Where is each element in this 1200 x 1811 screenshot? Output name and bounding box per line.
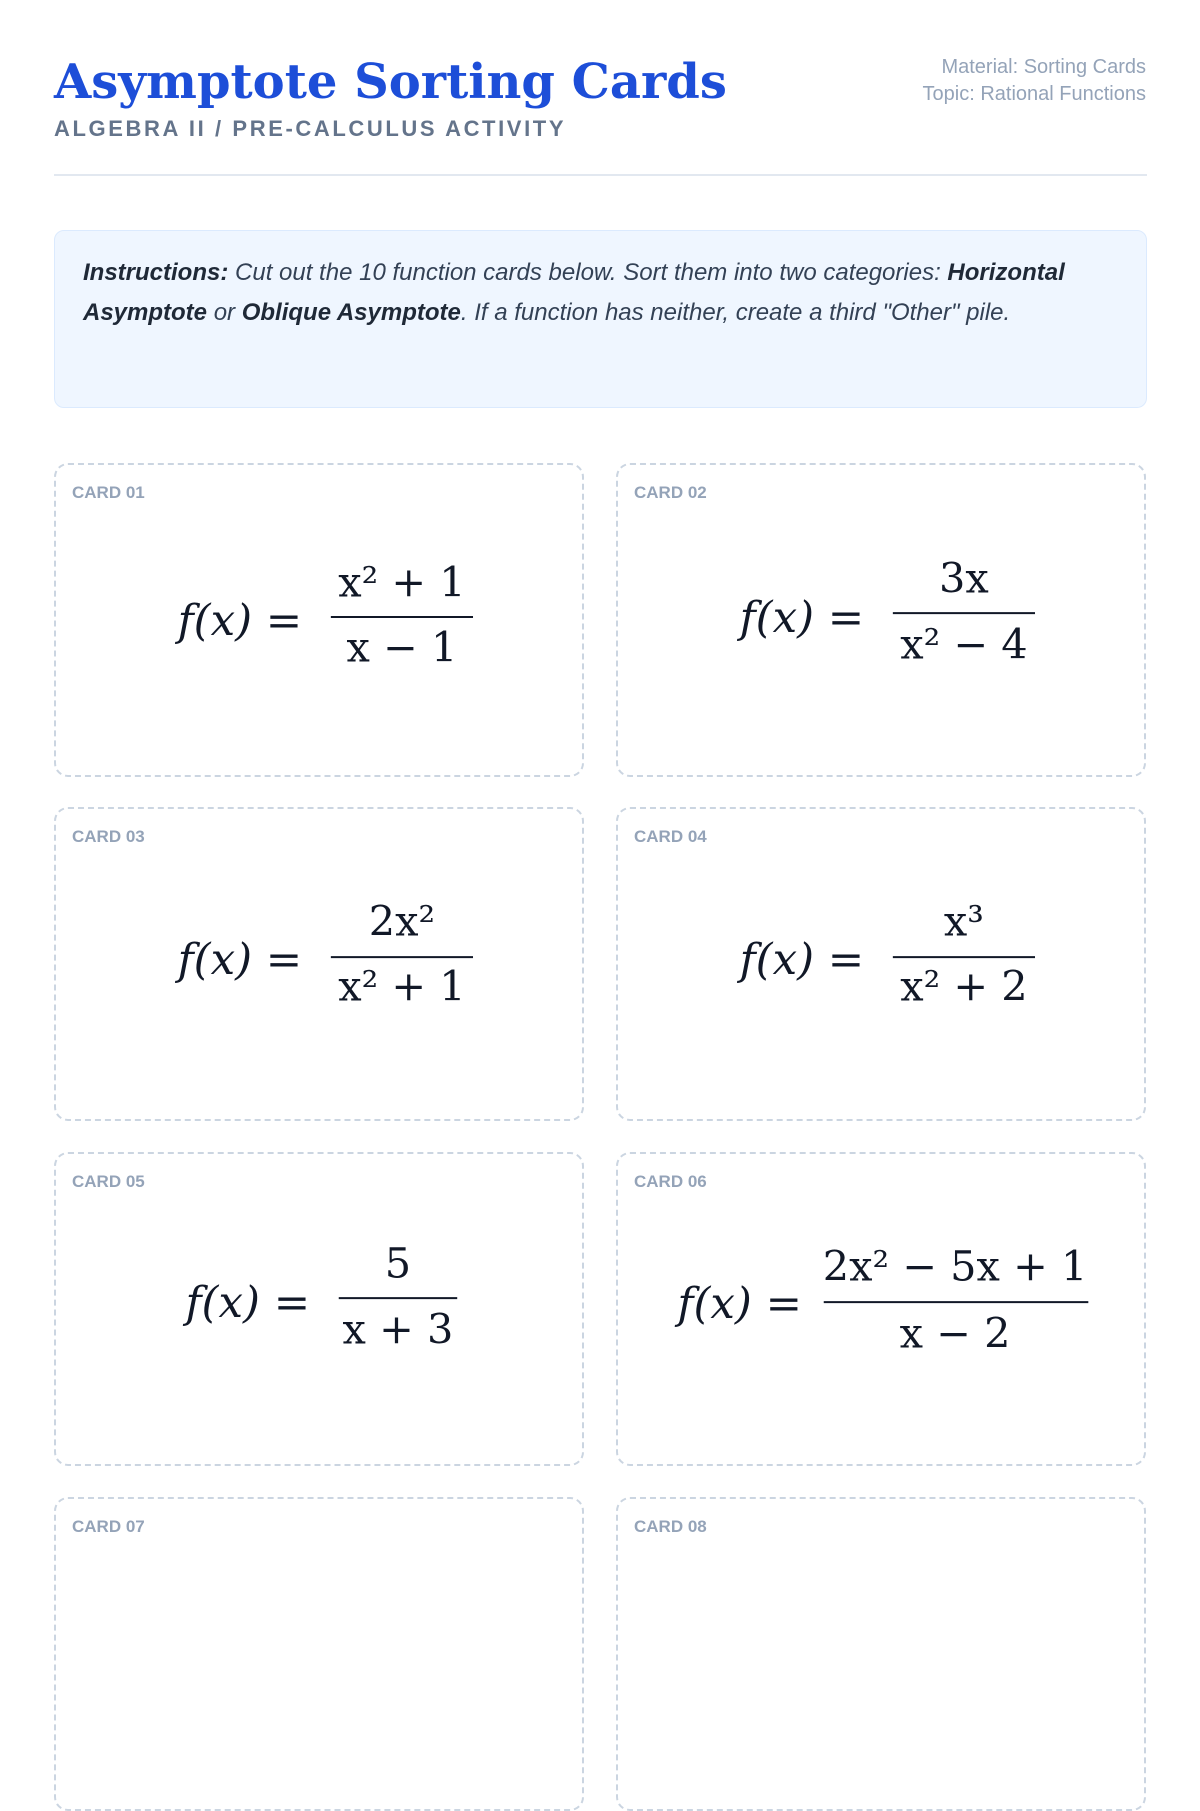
card-label: CARD 05 [72, 1172, 145, 1191]
function-card[interactable] [54, 1152, 584, 1466]
function-card[interactable] [616, 1152, 1146, 1466]
function-formula [56, 809, 582, 1119]
page-subtitle: ALGEBRA II / PRE-CALCULUS ACTIVITY [54, 116, 567, 141]
formula-numerator: x² + 1 [338, 558, 466, 607]
formula-numerator: 3x [939, 554, 989, 603]
instructions-lead: Instructions: [83, 259, 229, 286]
instructions-text-3: . If a function has neither, create a third "Other" pile. [460, 299, 1011, 326]
material-label: Material: Sorting Cards [941, 56, 1146, 78]
card-label: CARD 04 [634, 827, 707, 846]
formula-numerator: 2x² [368, 897, 436, 946]
function-card[interactable] [54, 1497, 584, 1811]
function-card[interactable] [616, 1497, 1146, 1811]
card-label: CARD 06 [634, 1172, 707, 1191]
function-card[interactable] [616, 807, 1146, 1121]
category-oblique: Oblique Asymptote [241, 299, 461, 326]
function-card[interactable] [54, 807, 584, 1121]
formula-denominator: x − 1 [346, 623, 458, 672]
meta-info [923, 54, 1146, 108]
formula-lhs: f(x) = [677, 1278, 803, 1329]
page-title: Asymptote Sorting Cards [54, 54, 727, 110]
card-label: CARD 07 [72, 1517, 145, 1536]
formula-lhs: f(x) = [177, 595, 303, 646]
formula-lhs: f(x) = [185, 1277, 311, 1328]
formula-denominator: x + 3 [342, 1305, 454, 1354]
formula-denominator: x − 2 [899, 1309, 1011, 1358]
function-card[interactable] [54, 463, 584, 777]
function-formula [618, 1154, 1144, 1464]
function-formula [618, 809, 1144, 1119]
formula-denominator: x² + 2 [900, 962, 1028, 1011]
function-formula [56, 1154, 582, 1464]
instructions-text-2: or [207, 299, 242, 326]
formula-numerator: 5 [384, 1239, 412, 1288]
formula-denominator: x² + 1 [338, 962, 466, 1011]
formula-lhs: f(x) = [177, 934, 303, 985]
card-label: CARD 01 [72, 483, 145, 502]
formula-lhs: f(x) = [739, 934, 865, 985]
instructions-box [54, 230, 1147, 408]
formula-numerator: x³ [943, 897, 984, 946]
topic-label: Topic: Rational Functions [922, 83, 1146, 105]
formula-lhs: f(x) = [739, 592, 865, 643]
card-label: CARD 03 [72, 827, 145, 846]
header-divider [54, 174, 1147, 176]
formula-numerator: 2x² − 5x + 1 [822, 1242, 1088, 1291]
function-formula [56, 465, 582, 775]
instructions-text-1: Cut out the 10 function cards below. Sort them into two categories: [228, 259, 948, 286]
card-label: CARD 08 [634, 1517, 707, 1536]
function-formula [618, 465, 1144, 775]
card-label: CARD 02 [634, 483, 707, 502]
formula-denominator: x² − 4 [900, 620, 1028, 669]
function-card[interactable] [616, 463, 1146, 777]
category-horizontal: Horizontal Asymptote [83, 259, 1065, 326]
